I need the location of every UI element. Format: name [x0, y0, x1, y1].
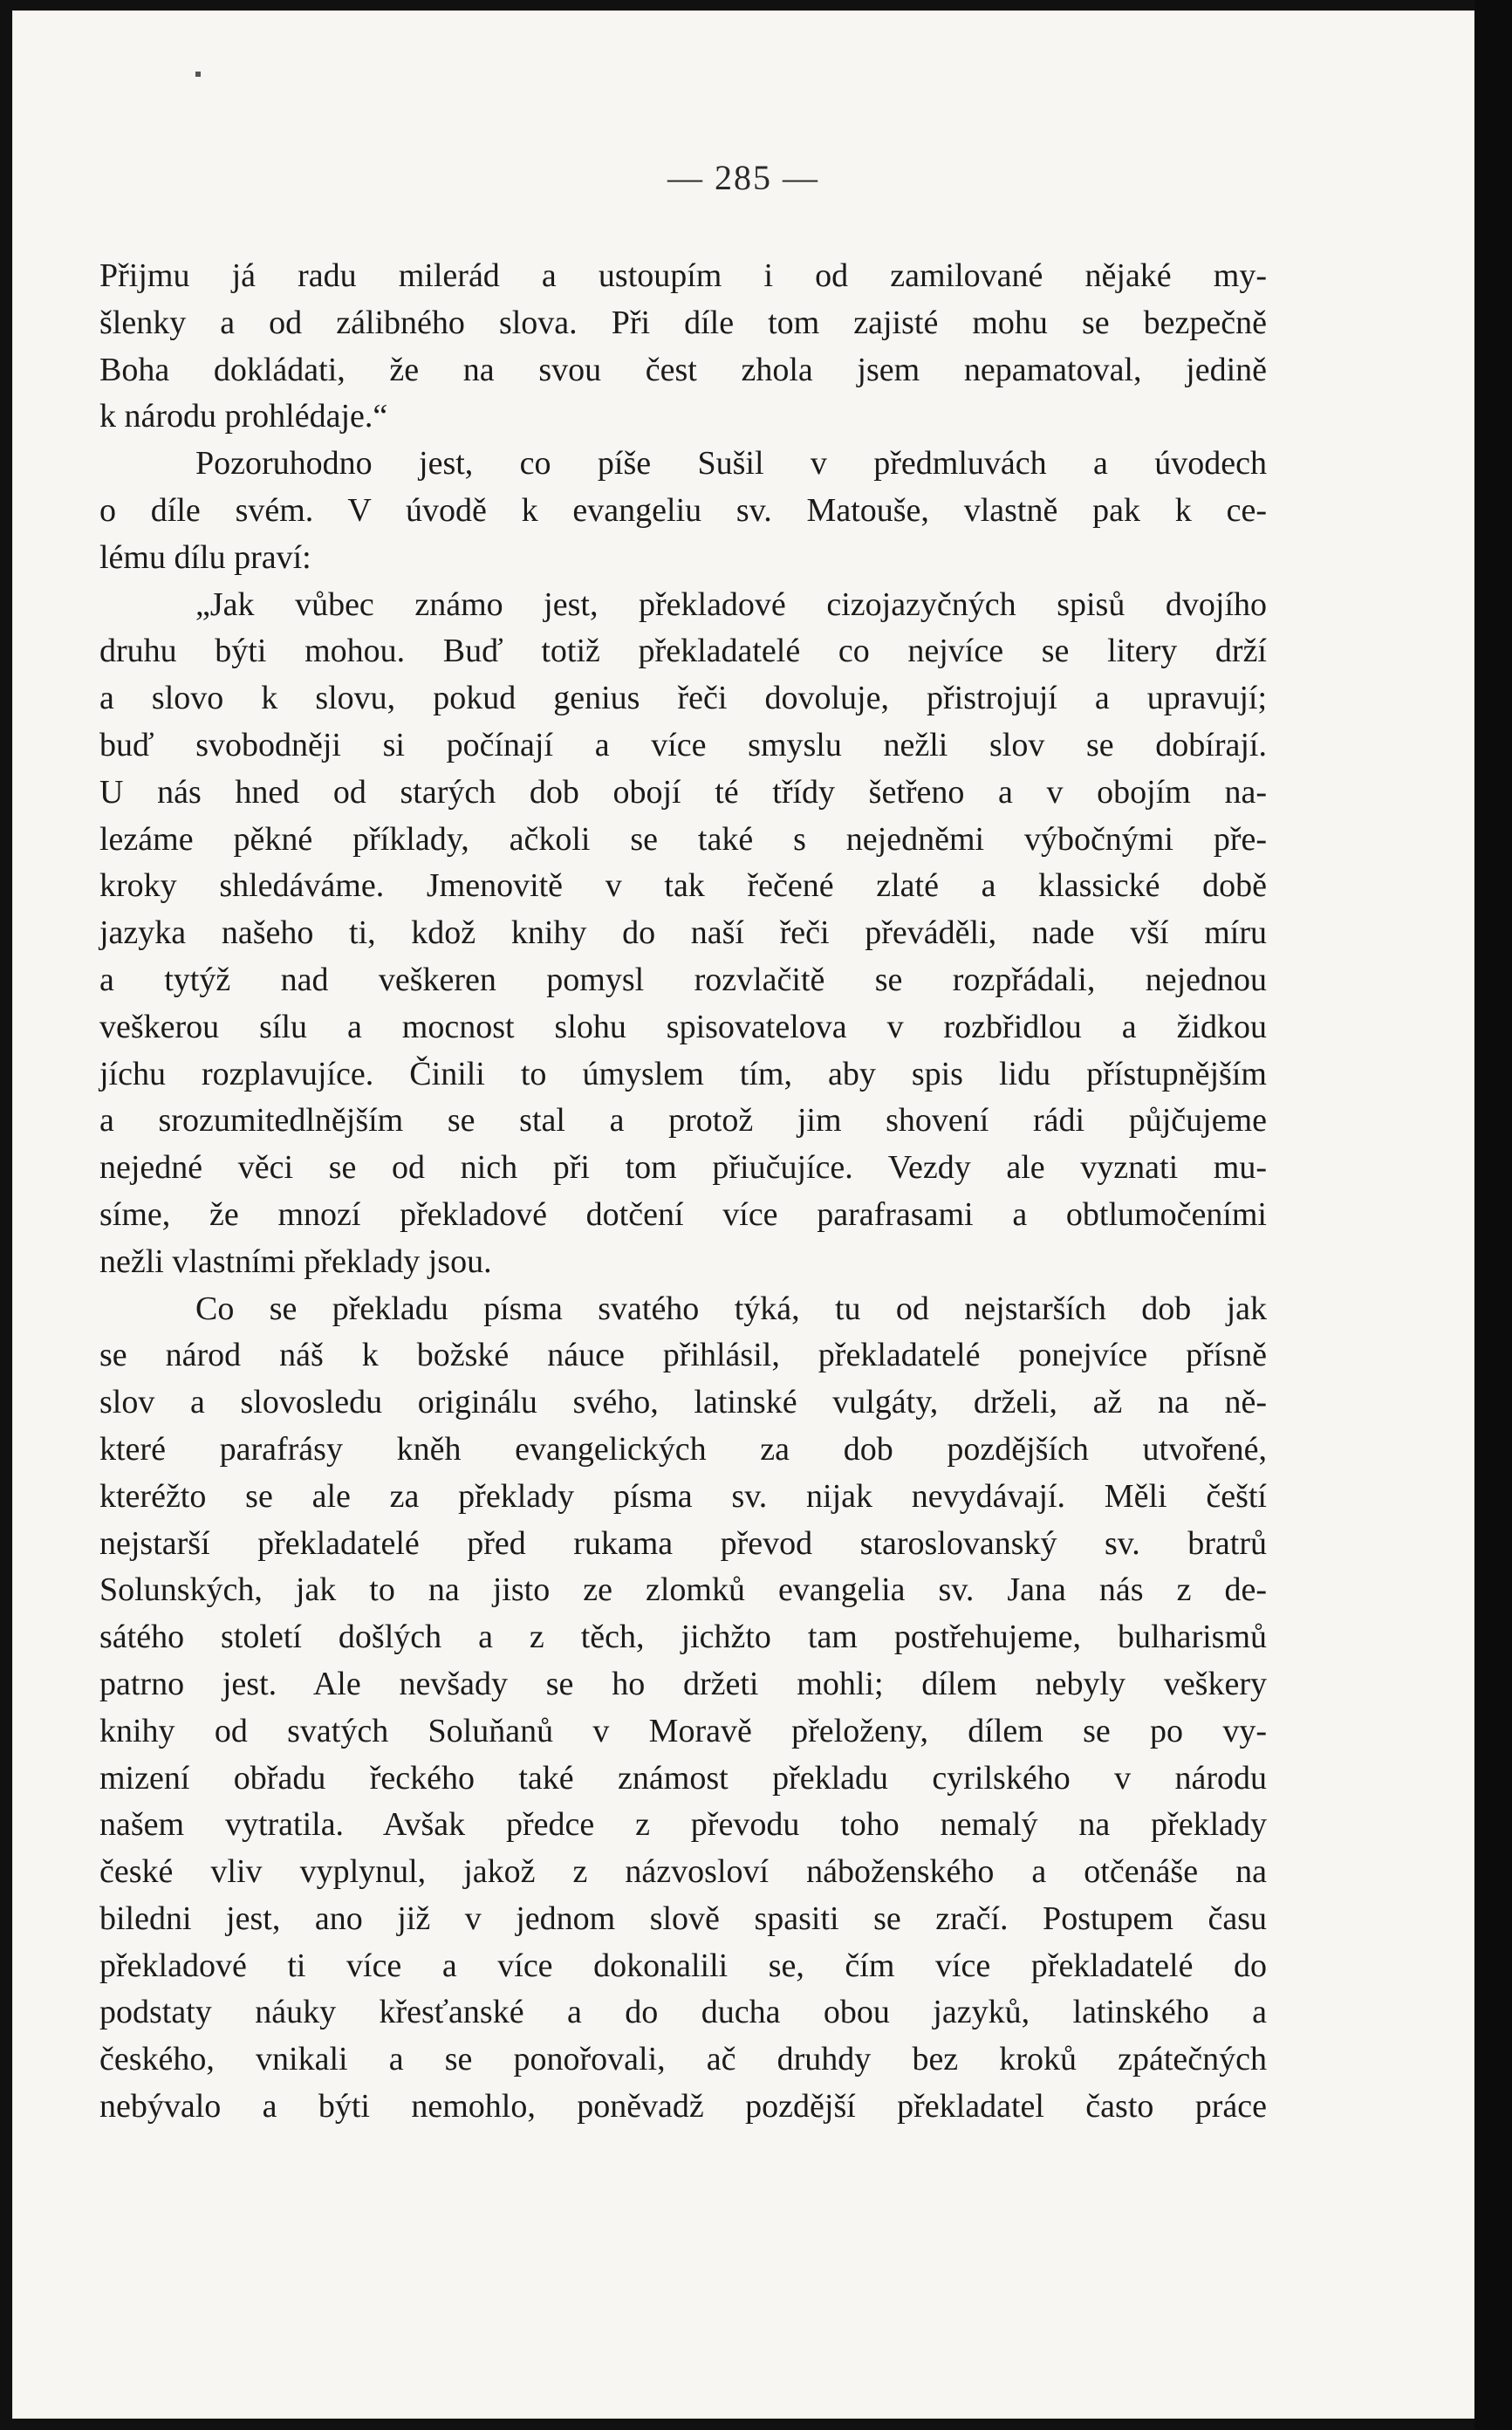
body-text — [99, 253, 1267, 2131]
text-line: biledni jest, ano již v jednom slově spasiti se zračí. Postupem času — [99, 1900, 1267, 1937]
text-line: lezáme pěkné příklady, ačkoli se také s nejedněmi výbočnými pře- — [99, 820, 1267, 858]
text-line: kroky shledáváme. Jmenovitě v tak řečené zlaté a klassické době — [99, 867, 1267, 905]
text-line: sátého století došlých a z těch, jichžto tam postřehujeme, bulharismů — [99, 1619, 1267, 1656]
text-line: Solunských, jak to na jisto ze zlomků evangelia sv. Jana nás z de- — [99, 1571, 1267, 1609]
text-line: „Jak vůbec známo jest, překladové cizojazyčných spisů dvojího — [195, 585, 1267, 623]
text-line: nejedné věci se od nich při tom přiučujíce. Vezdy ale vyznati mu- — [99, 1149, 1267, 1187]
text-line: síme, že mnozí překladové dotčení více parafrasami a obtlumočeními — [99, 1195, 1267, 1233]
text-line: a srozumitedlnějším se stal a protož jim shovení rádi půjčujeme — [99, 1102, 1267, 1140]
text-line: českého, vnikali a se ponořovali, ač druhdy bez kroků zpátečných — [99, 2041, 1267, 2078]
text-line: a tytýž nad veškeren pomysl rozvlačitě se rozpřádali, nejednou — [99, 961, 1267, 998]
text-line: Co se překladu písma svatého týká, tu od nejstarších dob jak — [195, 1290, 1267, 1327]
text-line: a slovo k slovu, pokud genius řeči dovoluje, přistrojují a upravují; — [99, 680, 1267, 717]
page-number: — 285 — — [667, 158, 819, 197]
text-line: druhu býti mohou. Buď totiž překladatelé co nejvíce se litery drží — [99, 633, 1267, 670]
text-line: české vliv vyplynul, jakož z názvosloví náboženského a otčenáše na — [99, 1853, 1267, 1891]
text-line: nebývalo a býti nemohlo, poněvadž pozdější překladatel často práce — [99, 2088, 1267, 2125]
scan-speck — [195, 72, 201, 77]
text-line: Boha dokládati, že na svou čest zhola jsem nepamatoval, jedině — [99, 351, 1267, 388]
book-page — [12, 10, 1474, 2419]
text-line: kteréžto se ale za překlady písma sv. nijak nevydávají. Měli čeští — [99, 1477, 1267, 1515]
text-line: o díle svém. V úvodě k evangeliu sv. Matouše, vlastně pak k ce- — [99, 491, 1267, 529]
text-line: buď svobodněji si počínají a více smyslu nežli slov se dobírají. — [99, 726, 1267, 763]
text-line: které parafrásy kněh evangelických za dob pozdějších utvořené, — [99, 1430, 1267, 1468]
text-line: překladové ti více a více dokonalili se, čím více překladatelé do — [99, 1947, 1267, 1984]
text-line: patrno jest. Ale nevšady se ho držeti mohli; dílem nebyly veškery — [99, 1665, 1267, 1702]
text-line: veškerou sílu a mocnost slohu spisovatelova v rozbřidlou a židkou — [99, 1008, 1267, 1045]
text-line: slov a slovosledu originálu svého, latinské vulgáty, drželi, až na ně- — [99, 1384, 1267, 1421]
text-line: podstaty náuky křesťanské a do ducha obou jazyků, latinského a — [99, 1994, 1267, 2031]
scan-edge — [1474, 0, 1512, 2430]
text-line: knihy od svatých Soluňanů v Moravě přeloženy, dílem se po vy- — [99, 1712, 1267, 1749]
text-line: k národu prohlédaje.“ — [99, 398, 388, 435]
text-line: jíchu rozplavujíce. Činili to úmyslem tím, aby spis lidu přístupnějším — [99, 1055, 1267, 1092]
text-line: Pozoruhodno jest, co píše Sušil v předmluvách a úvodech — [195, 445, 1267, 483]
text-line: šlenky a od zálibného slova. Při díle tom zajisté mohu se bezpečně — [99, 304, 1267, 341]
text-line: lému dílu praví: — [99, 538, 311, 576]
text-line: se národ náš k božské náuce přihlásil, překladatelé ponejvíce přísně — [99, 1337, 1267, 1374]
text-line: U nás hned od starých dob obojí té třídy šetřeno a v obojím na- — [99, 773, 1267, 811]
text-line: Přijmu já radu milerád a ustoupím i od zamilované nějaké my- — [99, 257, 1267, 294]
text-line: jazyka našeho ti, kdož knihy do naší řeči převáděli, nade vší míru — [99, 914, 1267, 952]
text-line: mizení obřadu řeckého také známost překladu cyrilského v národu — [99, 1759, 1267, 1797]
text-line: našem vytratila. Avšak předce z převodu toho nemalý na překlady — [99, 1806, 1267, 1844]
text-line: nejstarší překladatelé před rukama převod staroslovanský sv. bratrů — [99, 1524, 1267, 1562]
text-line: nežli vlastními překlady jsou. — [99, 1242, 492, 1280]
